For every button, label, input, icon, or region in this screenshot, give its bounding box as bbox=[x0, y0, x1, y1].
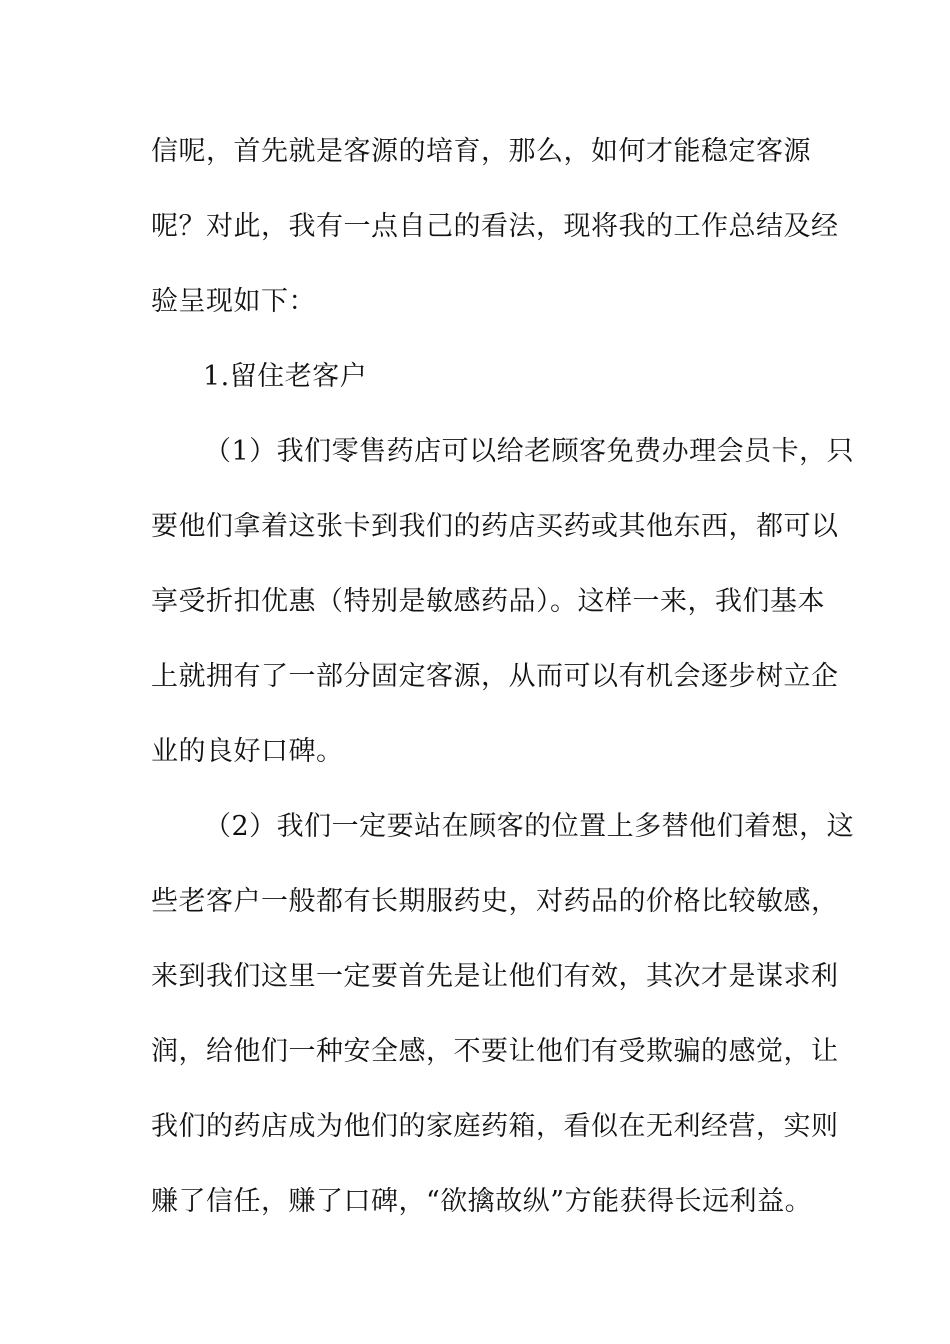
text-line: 要他们拿着这张卡到我们的药店买药或其他东西，都可以 bbox=[151, 511, 839, 542]
text-line: （1）我们零售药店可以给老顾客免费办理会员卡，只 bbox=[204, 436, 855, 467]
text-line: （2）我们一定要站在顾客的位置上多替他们着想，这 bbox=[204, 811, 855, 842]
text-line: 来到我们这里一定要首先是让他们有效，其次才是谋求利 bbox=[151, 961, 839, 992]
text-line: 些老客户一般都有长期服药史，对药品的价格比较敏感， bbox=[151, 886, 839, 917]
text-line: 赚了信任，赚了口碑，“欲擒故纵”方能获得长远利益。 bbox=[151, 1186, 813, 1217]
text-line: 验呈现如下： bbox=[151, 286, 316, 317]
text-line: 我们的药店成为他们的家庭药箱，看似在无利经营，实则 bbox=[151, 1111, 839, 1142]
text-line: 业的良好口碑。 bbox=[151, 736, 344, 767]
text-line: 呢？对此，我有一点自己的看法，现将我的工作总结及经 bbox=[151, 211, 839, 242]
text-line: 上就拥有了一部分固定客源，从而可以有机会逐步树立企 bbox=[151, 661, 839, 692]
text-line: 享受折扣优惠（特别是敏感药品）。这样一来，我们基本 bbox=[151, 586, 825, 617]
section-heading: 1.留住老客户 bbox=[203, 361, 368, 392]
text-line: 信呢，首先就是客源的培育，那么，如何才能稳定客源 bbox=[151, 136, 811, 167]
text-line: 润，给他们一种安全感，不要让他们有受欺骗的感觉，让 bbox=[151, 1036, 839, 1067]
